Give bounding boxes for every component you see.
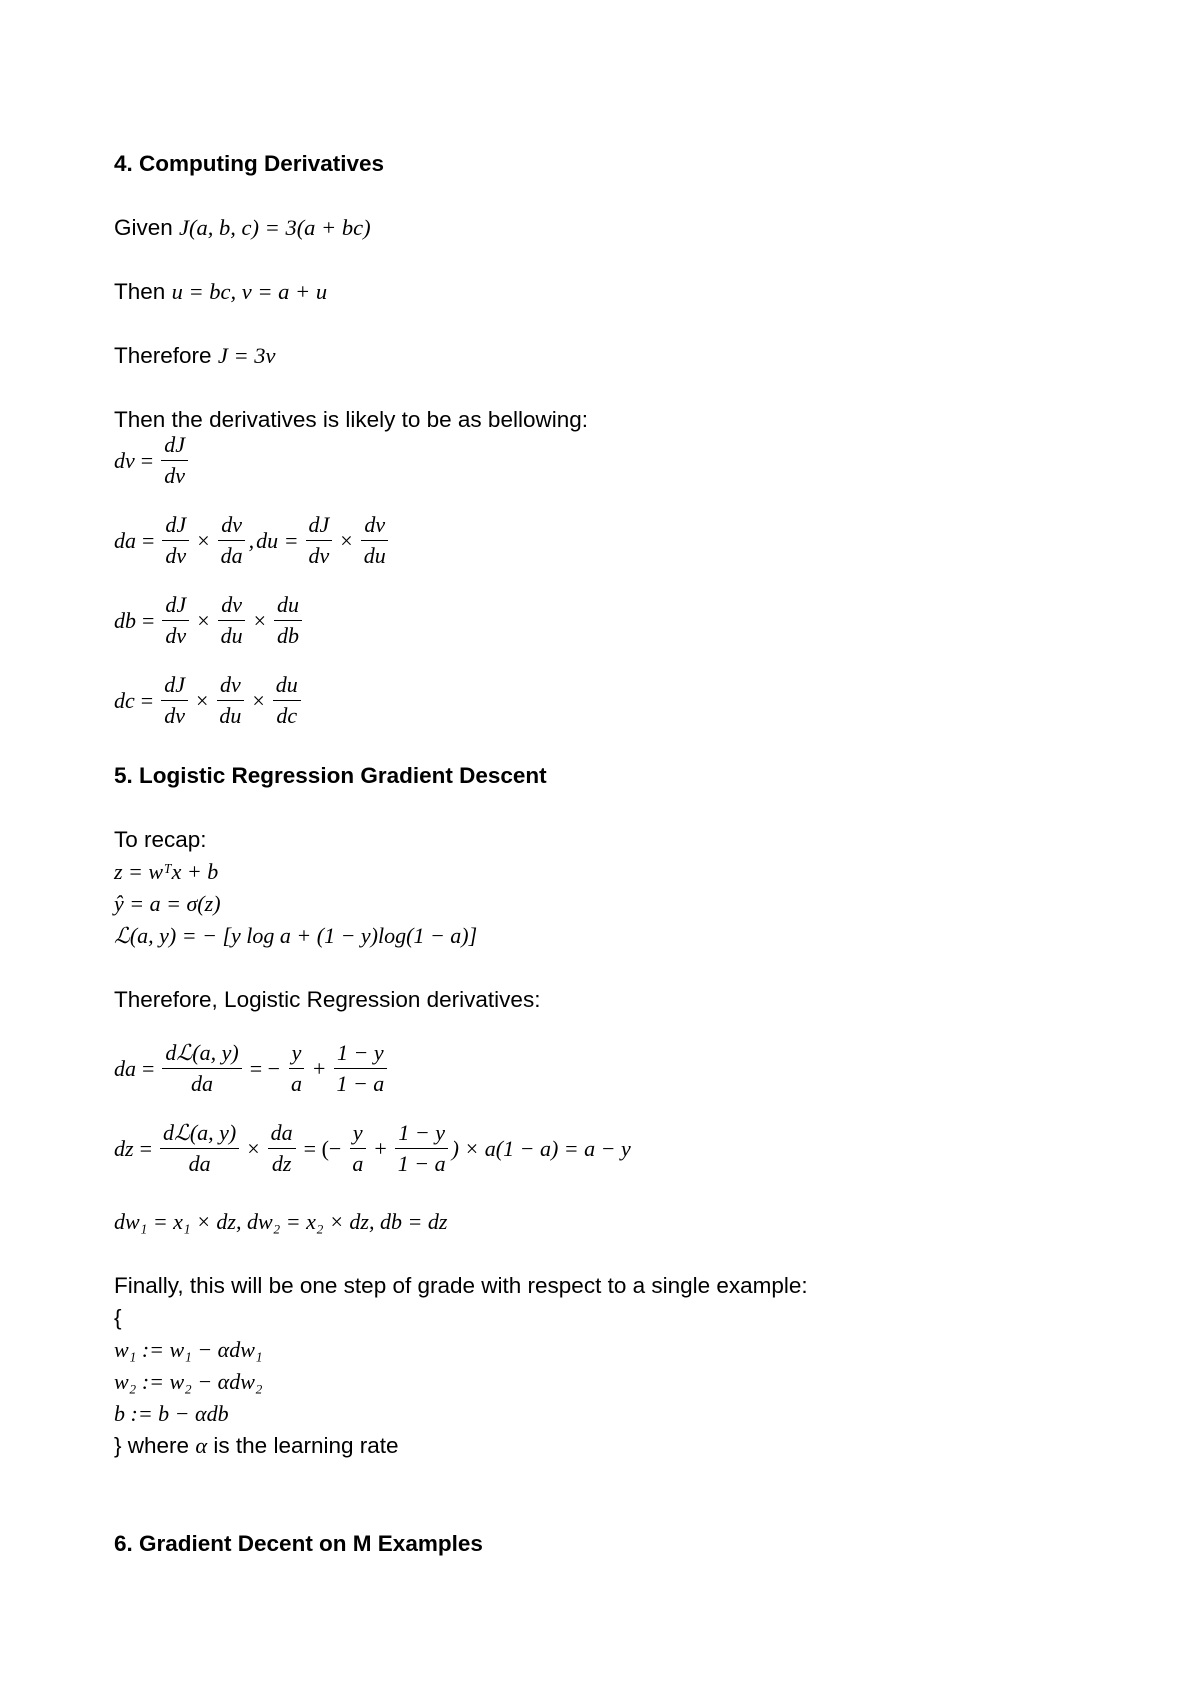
- fraction: [162, 512, 189, 569]
- fraction: [162, 1040, 241, 1097]
- fraction-num: da: [268, 1120, 296, 1149]
- fraction-den: 1 − a: [336, 1071, 385, 1096]
- fraction-num: dJ: [306, 512, 333, 541]
- fraction: [273, 672, 301, 729]
- fraction: [395, 1120, 449, 1177]
- recap-yhat: ŷ = a = σ(z): [114, 891, 221, 916]
- fraction-num: dv: [361, 512, 388, 541]
- times-sign: ×: [253, 607, 267, 633]
- fraction-num: y: [350, 1120, 366, 1149]
- learning-rate-text: is the learning rate: [213, 1433, 399, 1458]
- comma: ,: [248, 527, 255, 553]
- therefore-label: Therefore: [114, 343, 212, 368]
- equation-lr-dz: [114, 1120, 632, 1177]
- eq-sign: =: [285, 527, 298, 553]
- then-math: u = bc, v = a + u: [171, 279, 328, 304]
- fraction-den: 1 − a: [397, 1151, 446, 1176]
- times-sign: ×: [252, 687, 265, 713]
- fraction-num: dJ: [161, 672, 188, 701]
- eq-lhs: du: [256, 527, 279, 553]
- fraction-den: du: [219, 703, 242, 728]
- plus-sign: +: [374, 1135, 387, 1161]
- update-w1: w₁ := w₁ − αdw₁: [114, 1337, 263, 1362]
- fraction-den: da: [188, 1151, 211, 1176]
- fraction-num: y: [289, 1040, 305, 1069]
- fraction-den: da: [220, 543, 243, 568]
- recap-z: z = wᵀx + b: [114, 859, 219, 884]
- fraction-den: dz: [271, 1151, 292, 1176]
- eq-sign: =: [140, 447, 154, 473]
- update-b: b := b − αdb: [114, 1401, 229, 1426]
- eq-lhs: dz: [114, 1135, 134, 1161]
- section-heading-5: 5. Logistic Regression Gradient Descent: [114, 763, 547, 788]
- eq-sign: =: [140, 687, 154, 713]
- equation-db: [114, 592, 304, 649]
- equation-dc: [114, 672, 303, 729]
- fraction-den: a: [291, 1071, 303, 1096]
- eq-sign: =: [142, 527, 155, 553]
- times-sign: ×: [340, 527, 353, 553]
- section-heading-4: 4. Computing Derivatives: [114, 151, 385, 176]
- fraction-num: du: [273, 672, 301, 701]
- equation-lr-da: [114, 1040, 389, 1097]
- given-label: Given: [114, 215, 173, 240]
- fraction: [306, 512, 333, 569]
- open-brace: {: [114, 1305, 122, 1330]
- fraction-num: du: [274, 592, 302, 621]
- section-heading-6: 6. Gradient Decent on M Examples: [114, 1531, 483, 1556]
- equation-da-du: [114, 512, 391, 569]
- given-math: J(a, b, c) = 3(a + bc): [179, 215, 371, 240]
- fraction: [274, 592, 302, 649]
- eq-sign: =: [142, 1055, 155, 1081]
- fraction-num: 1 − y: [334, 1040, 387, 1069]
- close-brace: }: [114, 1433, 122, 1458]
- lr-derivatives-intro: Therefore, Logistic Regression derivatives:: [114, 987, 541, 1012]
- recap-loss: ℒ(a, y) = − [y log a + (1 − y)log(1 − a)]: [114, 923, 478, 948]
- fraction-num: dJ: [162, 592, 189, 621]
- then-label: Then: [114, 279, 166, 304]
- fraction: [162, 592, 189, 649]
- therefore-math: J = 3v: [217, 343, 276, 368]
- fraction-den: dv: [164, 703, 185, 728]
- fraction-num: dv: [218, 592, 245, 621]
- fraction: [333, 1040, 387, 1097]
- fraction-num: 1 − y: [395, 1120, 448, 1149]
- fraction-den: dv: [165, 623, 187, 648]
- then-line: [114, 278, 327, 306]
- open-paren: = (−: [303, 1135, 342, 1161]
- fraction-den: a: [352, 1151, 364, 1176]
- where-text: where: [127, 1433, 190, 1458]
- fraction-den: dv: [164, 463, 185, 488]
- fraction: [216, 672, 244, 729]
- fraction-num: dJ: [162, 512, 189, 541]
- fraction-den: db: [277, 623, 300, 648]
- times-sign: ×: [197, 607, 210, 633]
- equation-dv: [114, 432, 190, 489]
- given-line: [114, 214, 371, 242]
- eq-lhs: da: [114, 1055, 136, 1081]
- fraction: [288, 1040, 305, 1097]
- fraction-num: dJ: [161, 432, 188, 461]
- eq-lhs: da: [114, 527, 136, 553]
- eq-sign: =: [139, 1135, 152, 1161]
- derivatives-intro: Then the derivatives is likely to be as bellowing:: [114, 407, 588, 432]
- eq-sign: =: [142, 607, 155, 633]
- fraction-num: dv: [218, 512, 245, 541]
- dw-line: dw₁ = x₁ × dz, dw₂ = x₂ × dz, db = dz: [114, 1209, 448, 1234]
- eq-lhs: db: [114, 607, 136, 633]
- fraction: [161, 432, 188, 489]
- fraction: [361, 512, 389, 569]
- eq-neg-sign: = −: [249, 1055, 281, 1081]
- times-sign: ×: [247, 1135, 260, 1161]
- fraction: [161, 672, 188, 729]
- fraction-num: dℒ(a, y): [162, 1040, 241, 1069]
- close-paren-tail: ) × a(1 − a) = a − y: [451, 1135, 631, 1161]
- times-sign: ×: [197, 527, 210, 553]
- alpha-symbol: α: [195, 1433, 208, 1458]
- times-sign: ×: [195, 687, 209, 713]
- fraction: [218, 512, 246, 569]
- fraction: [349, 1120, 366, 1177]
- eq-lhs: dc: [114, 687, 135, 713]
- eq-lhs: dv: [114, 447, 135, 473]
- recap-label: To recap:: [114, 827, 207, 852]
- fraction-den: da: [191, 1071, 214, 1096]
- fraction-den: du: [220, 623, 243, 648]
- plus-sign: +: [313, 1055, 326, 1081]
- fraction-num: dv: [217, 672, 244, 701]
- where-line: [114, 1432, 399, 1460]
- fraction-den: dv: [308, 543, 330, 568]
- fraction-den: dc: [276, 703, 298, 728]
- fraction: [218, 592, 246, 649]
- fraction: [268, 1120, 296, 1177]
- fraction-num: dℒ(a, y): [160, 1120, 239, 1149]
- fraction-den: du: [363, 543, 386, 568]
- fraction: [160, 1120, 239, 1177]
- finally-intro: Finally, this will be one step of grade with respect to a single example:: [114, 1273, 808, 1298]
- therefore-line: [114, 342, 275, 370]
- fraction-den: dv: [165, 543, 187, 568]
- update-w2: w₂ := w₂ − αdw₂: [114, 1369, 263, 1394]
